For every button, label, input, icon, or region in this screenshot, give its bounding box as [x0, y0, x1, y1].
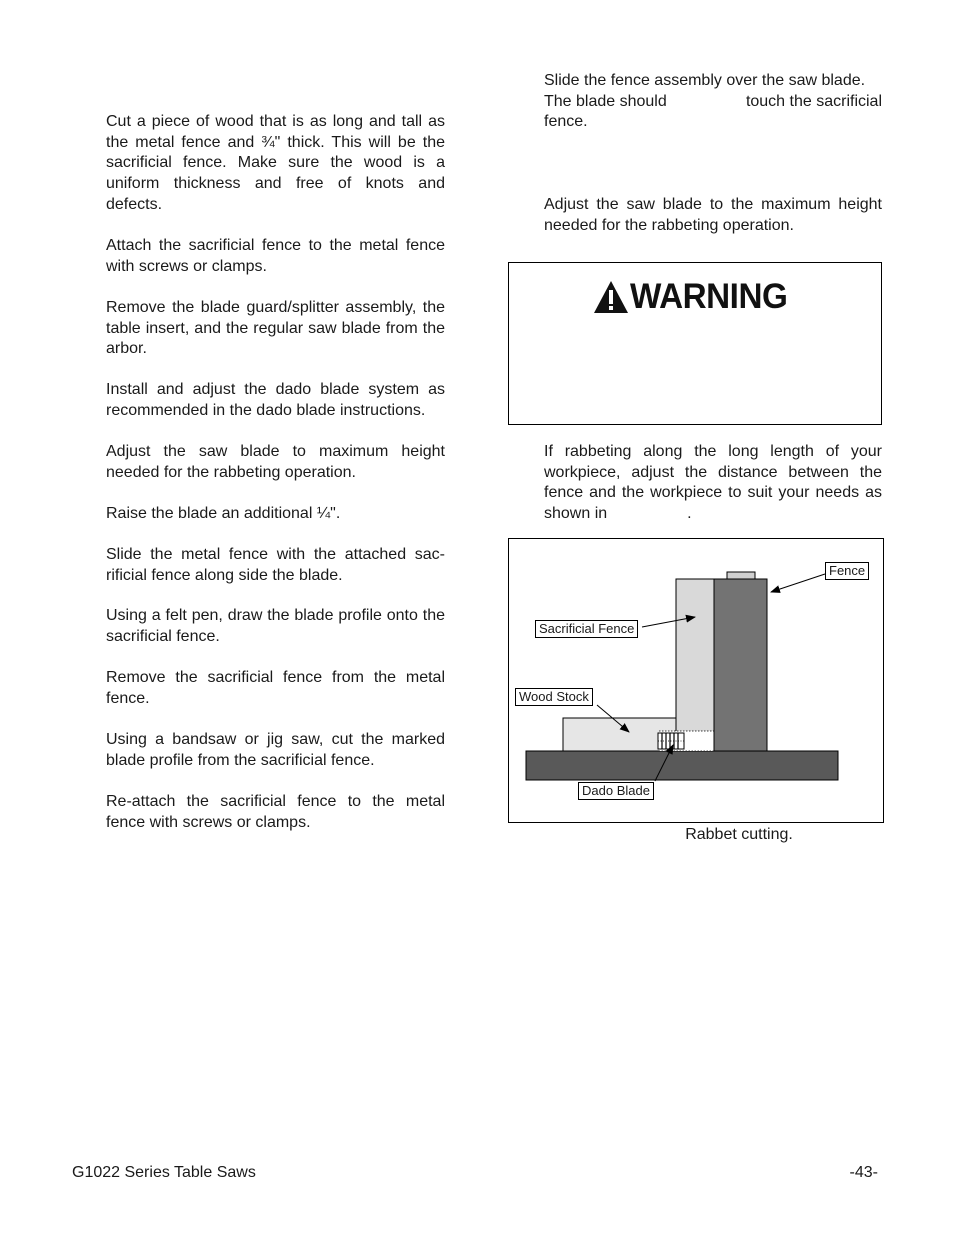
- sacrificial-fence-label: Sacrificial Fence: [535, 620, 638, 638]
- fence-label: Fence: [825, 562, 869, 580]
- step-remove-blade-guard: Remove the blade guard/splitter assembly, the table insert, and the regular saw blade from the arbor.: [106, 299, 445, 358]
- warning-triangle-icon: [593, 280, 629, 314]
- step-rabbet-text: If rabbeting along the long length of your workpiece, adjust the distance between the fence and the workpiece to suit your needs as shown in: [544, 443, 882, 523]
- step-slide-fence-line-2a: The blade should: [544, 92, 667, 110]
- wood-stock-label: Wood Stock: [515, 688, 593, 706]
- rabbet-figure: [508, 538, 884, 823]
- warning-box: [508, 262, 882, 425]
- figure-caption: Rabbet cutting.: [685, 826, 793, 843]
- step-remove-sacrificial-fence: Remove the sacrificial fence from the metal fence.: [106, 669, 445, 707]
- step-cut-blade-profile: Using a bandsaw or jig saw, cut the marked blade profile from the sacrificial fence.: [106, 731, 445, 769]
- rabbet-diagram: [509, 539, 883, 822]
- dado-blade-shape: [658, 733, 684, 749]
- dado-blade-label: Dado Blade: [578, 782, 654, 800]
- step-slide-metal-fence: Slide the metal fence with the attached sac-rificial fence along side the blade.: [106, 546, 445, 584]
- warning-title: WARNING: [630, 277, 788, 316]
- fence-leader-arrow: [771, 574, 825, 592]
- step-cut-sacrificial-fence: Cut a piece of wood that is as long and tall as the metal fence and ¾" thick. This will be the sacrificial fence. Make sure the wood is a uniform thickness and free of knots and defects.: [106, 113, 445, 213]
- warning-header: [593, 277, 796, 317]
- step-slide-fence-line-3: fence.: [544, 113, 588, 131]
- sacrificial-fence-shape: [676, 579, 714, 751]
- step-reattach-sacrificial-fence: Re-attach the sacrificial fence to the metal fence with screws or clamps.: [106, 793, 445, 831]
- step-rabbet-long-length: [544, 442, 882, 525]
- step-adjust-blade-maximum: Adjust the saw blade to the maximum height needed for the rabbeting operation.: [544, 196, 882, 234]
- step-slide-fence-line-2b: touch the sacrificial: [745, 92, 882, 110]
- step-slide-fence-line-2: [544, 92, 882, 113]
- step-rabbet-period: .: [687, 505, 692, 523]
- metal-fence-shape: [714, 579, 767, 751]
- step-install-dado-blade: Install and adjust the dado blade system as recommended in the dado blade instructions.: [106, 381, 445, 419]
- step-adjust-blade-height: Adjust the saw blade to maximum height needed for the rabbeting operation.: [106, 443, 445, 481]
- step-draw-blade-profile: Using a felt pen, draw the blade profile onto the sacrificial fence.: [106, 607, 445, 645]
- step-slide-fence-line-1: Slide the fence assembly over the saw blade.: [544, 72, 866, 89]
- table-surface: [526, 751, 838, 780]
- step-raise-blade: Raise the blade an additional ¼".: [106, 505, 341, 522]
- step-attach-sacrificial-fence: Attach the sacrificial fence to the metal fence with screws or clamps.: [106, 237, 445, 275]
- footer-title: G1022 Series Table Saws: [72, 1164, 256, 1181]
- page-number: -43-: [849, 1164, 878, 1181]
- step-slide-fence-assembly: [544, 71, 882, 133]
